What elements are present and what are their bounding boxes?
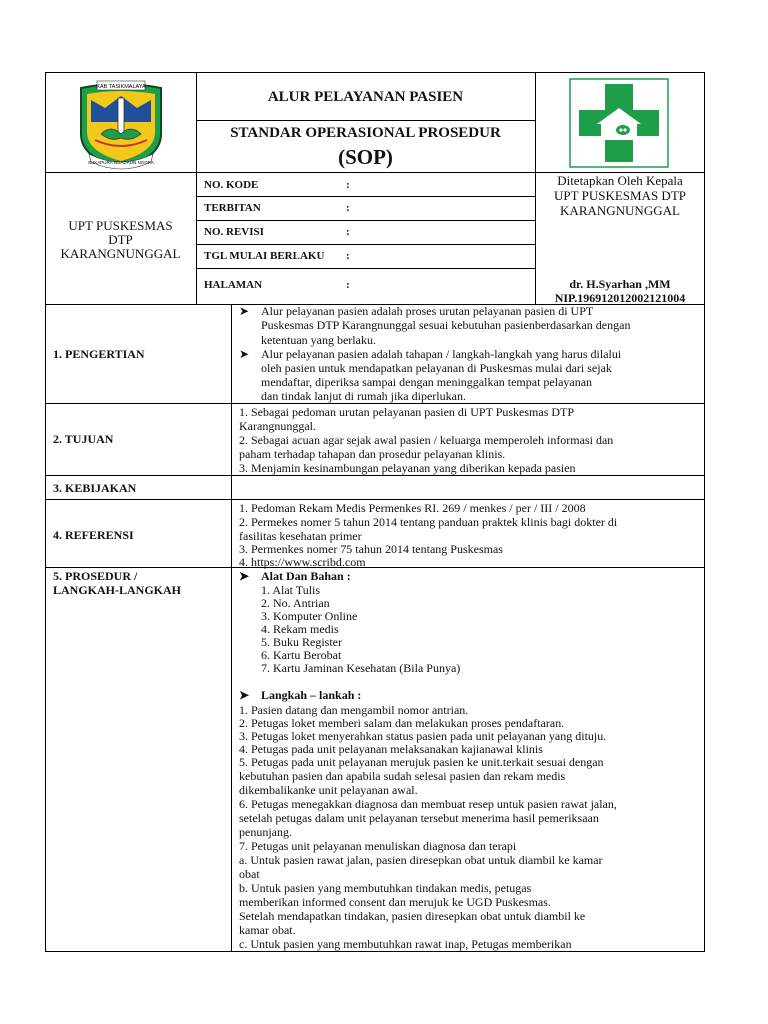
header-divider-1 xyxy=(196,72,197,304)
langkah-line: 1. Pasien datang dan mengambil nomor antrian. xyxy=(239,703,469,717)
institution-line-2: DTP xyxy=(108,232,133,247)
meta-sep-halaman: : xyxy=(346,279,350,291)
langkah-title: Langkah – lankah : xyxy=(261,688,362,702)
logo-text-top: KAB TASIKMALAYA xyxy=(96,84,146,90)
kab-tasikmalaya-logo xyxy=(75,78,167,170)
alat-item: 3. Komputer Online xyxy=(261,609,358,623)
approval-name: dr. H.Syarhan ,MM xyxy=(569,277,671,291)
alat-item: 7. Kartu Jaminan Kesehatan (Bila Punya) xyxy=(261,661,461,675)
section-3-bottom xyxy=(45,499,705,500)
alat-bahan-title: Alat Dan Bahan : xyxy=(261,569,351,583)
langkah-line: 3. Petugas loket menyerahkan status pasien pada unit pelayanan yang dituju. xyxy=(239,729,607,743)
meta-label-halaman: HALAMAN xyxy=(204,279,263,291)
referensi-line: 4. https://www.scribd.com xyxy=(239,555,366,569)
referensi-line: 1. Pedoman Rekam Medis Permenkes RI. 269 / menkes / per / III / 2008 xyxy=(239,501,586,515)
bullet-arrow-icon: ➤ xyxy=(239,688,250,702)
tujuan-line: 3. Menjamin kesinambungan pelayanan yang diberikan kepada pasien xyxy=(239,461,576,475)
langkah-line: memberikan informed consent dan merujuk ke UGD Puskesmas. xyxy=(239,895,551,909)
tujuan-line: paham terhadap tahapan dan prosedur pelayanan klinis. xyxy=(239,447,506,461)
langkah-line: kamar obat. xyxy=(239,923,296,937)
meta-sep-no-revisi: : xyxy=(346,226,350,238)
puskesmas-logo xyxy=(569,78,669,168)
tujuan-line: 1. Sebagai pedoman urutan pelayanan pasien di UPT Puskesmas DTP xyxy=(239,405,575,419)
pengertian-line: Puskesmas DTP Karangnunggal sesuai kebutuhan pasienberdasarkan dengan xyxy=(261,318,631,332)
section-label-kebijakan: 3. KEBIJAKAN xyxy=(53,481,137,495)
approval-line-1: Ditetapkan Oleh Kepala xyxy=(557,173,683,188)
langkah-line: penunjang. xyxy=(239,825,292,839)
langkah-line: a. Untuk pasien rawat jalan, pasien diresepkan obat untuk diambil ke kamar xyxy=(239,853,603,867)
border-top xyxy=(45,72,705,73)
langkah-line: obat xyxy=(239,867,260,881)
langkah-line: 7. Petugas unit pelayanan menuliskan diagnosa dan terapi xyxy=(239,839,517,853)
tujuan-line: 2. Sebagai acuan agar sejak awal pasien / keluarga memperoleh informasi dan xyxy=(239,433,614,447)
bullet-arrow-icon: ➤ xyxy=(239,304,250,318)
langkah-line: b. Untuk pasien yang membutuhkan tindakan medis, petugas xyxy=(239,881,532,895)
pengertian-line: Alur pelayanan pasien adalah proses urutan pelayanan pasien di UPT xyxy=(261,304,594,318)
langkah-line: Setelah mendapatkan tindakan, pasien diresepkan obat untuk diambil ke xyxy=(239,909,586,923)
alat-item: 1. Alat Tulis xyxy=(261,583,321,597)
meta-row-4 xyxy=(196,268,535,269)
pengertian-line: oleh pasien untuk mendapatkan pelayanan di Puskesmas mulai dari sejak xyxy=(261,361,612,375)
pengertian-line: Alur pelayanan pasien adalah tahapan / langkah-langkah yang harus dilalui xyxy=(261,347,622,361)
langkah-line: c. Untuk pasien yang membutuhkan rawat inap, Petugas memberikan xyxy=(239,937,572,951)
approval-line-3: KARANGNUNGGAL xyxy=(560,203,680,218)
alat-item: 4. Rekam medis xyxy=(261,622,339,636)
institution-line-1: UPT PUSKESMAS xyxy=(68,218,173,233)
section-4-bottom xyxy=(45,567,705,568)
langkah-line: setelah petugas dalam unit pelayanan tersebut menerima hasil pemeriksaan xyxy=(239,811,599,825)
meta-label-no-revisi: NO. REVISI xyxy=(204,226,264,238)
meta-label-terbitan: TERBITAN xyxy=(204,202,261,214)
pengertian-line: dan tindak lanjut di rumah jika diperlukan. xyxy=(261,389,466,403)
bullet-arrow-icon: ➤ xyxy=(239,569,250,583)
referensi-line: 2. Permekes nomer 5 tahun 2014 tentang panduan praktek klinis bagi dokter di xyxy=(239,515,618,529)
title-divider xyxy=(196,120,535,121)
approval-line-2: UPT PUSKESMAS DTP xyxy=(554,188,686,203)
langkah-line: kebutuhan pasien dan apabila sudah selesai pasien dan rekam medis xyxy=(239,769,566,783)
meta-row-2 xyxy=(196,220,535,221)
meta-row-3 xyxy=(196,244,535,245)
meta-sep-terbitan: : xyxy=(346,202,350,214)
border-left xyxy=(45,72,46,952)
institution-line-3: KARANGNUNGGAL xyxy=(60,246,181,261)
pengertian-line: ketentuan yang berlaku. xyxy=(261,333,376,347)
meta-label-tgl-mulai: TGL MULAI BERLAKU xyxy=(204,250,325,262)
sop-short-title: (SOP) xyxy=(338,145,393,169)
langkah-line: 6. Petugas menegakkan diagnosa dan membuat resep untuk pasien rawat jalan, xyxy=(239,797,617,811)
langkah-line: 2. Petugas loket memberi salam dan melakukan proses pendaftaran. xyxy=(239,716,565,730)
body-divider xyxy=(231,304,232,952)
section-label-pengertian: 1. PENGERTIAN xyxy=(53,347,145,361)
langkah-line: dikembalikanke unit pelayanan awal. xyxy=(239,783,418,797)
section-label-prosedur: 5. PROSEDUR / xyxy=(53,569,138,583)
document-title: ALUR PELAYANAN PASIEN xyxy=(267,89,464,105)
referensi-line: fasilitas kesehatan primer xyxy=(239,529,362,543)
tujuan-line: Karangnunggal. xyxy=(239,419,316,433)
langkah-line: 4. Petugas pada unit pelayanan melaksanakan kajianawal klinis xyxy=(239,742,543,756)
alat-item: 6. Kartu Berobat xyxy=(261,648,342,662)
approval-nip: NIP.196912012002121004 xyxy=(554,291,686,305)
alat-item: 2. No. Antrian xyxy=(261,596,330,610)
meta-label-no-kode: NO. KODE xyxy=(204,179,259,191)
section-label-referensi: 4. REFERENSI xyxy=(53,528,134,542)
bullet-arrow-icon: ➤ xyxy=(239,347,250,361)
meta-sep-no-kode: : xyxy=(346,179,350,191)
alat-item: 5. Buku Register xyxy=(261,635,342,649)
meta-row-1 xyxy=(196,196,535,197)
langkah-line: 5. Petugas pada unit pelayanan merujuk pasien ke unit.terkait sesuai dengan xyxy=(239,755,604,769)
section-label-tujuan: 2. TUJUAN xyxy=(53,432,114,446)
meta-sep-tgl-mulai: : xyxy=(346,250,350,262)
sop-document xyxy=(45,72,705,952)
referensi-line: 3. Permenkes nomer 75 tahun 2014 tentang Puskesmas xyxy=(239,542,503,556)
pengertian-line: mendaftar, diperiksa sampai dengan meninggalkan tempat pelayanan xyxy=(261,375,593,389)
logo-text-bottom: SUKAPURA NGADAUN NGORA xyxy=(87,160,155,165)
sop-title: STANDAR OPERASIONAL PROSEDUR xyxy=(230,125,501,141)
section-label-langkah: LANGKAH-LANGKAH xyxy=(53,583,182,597)
